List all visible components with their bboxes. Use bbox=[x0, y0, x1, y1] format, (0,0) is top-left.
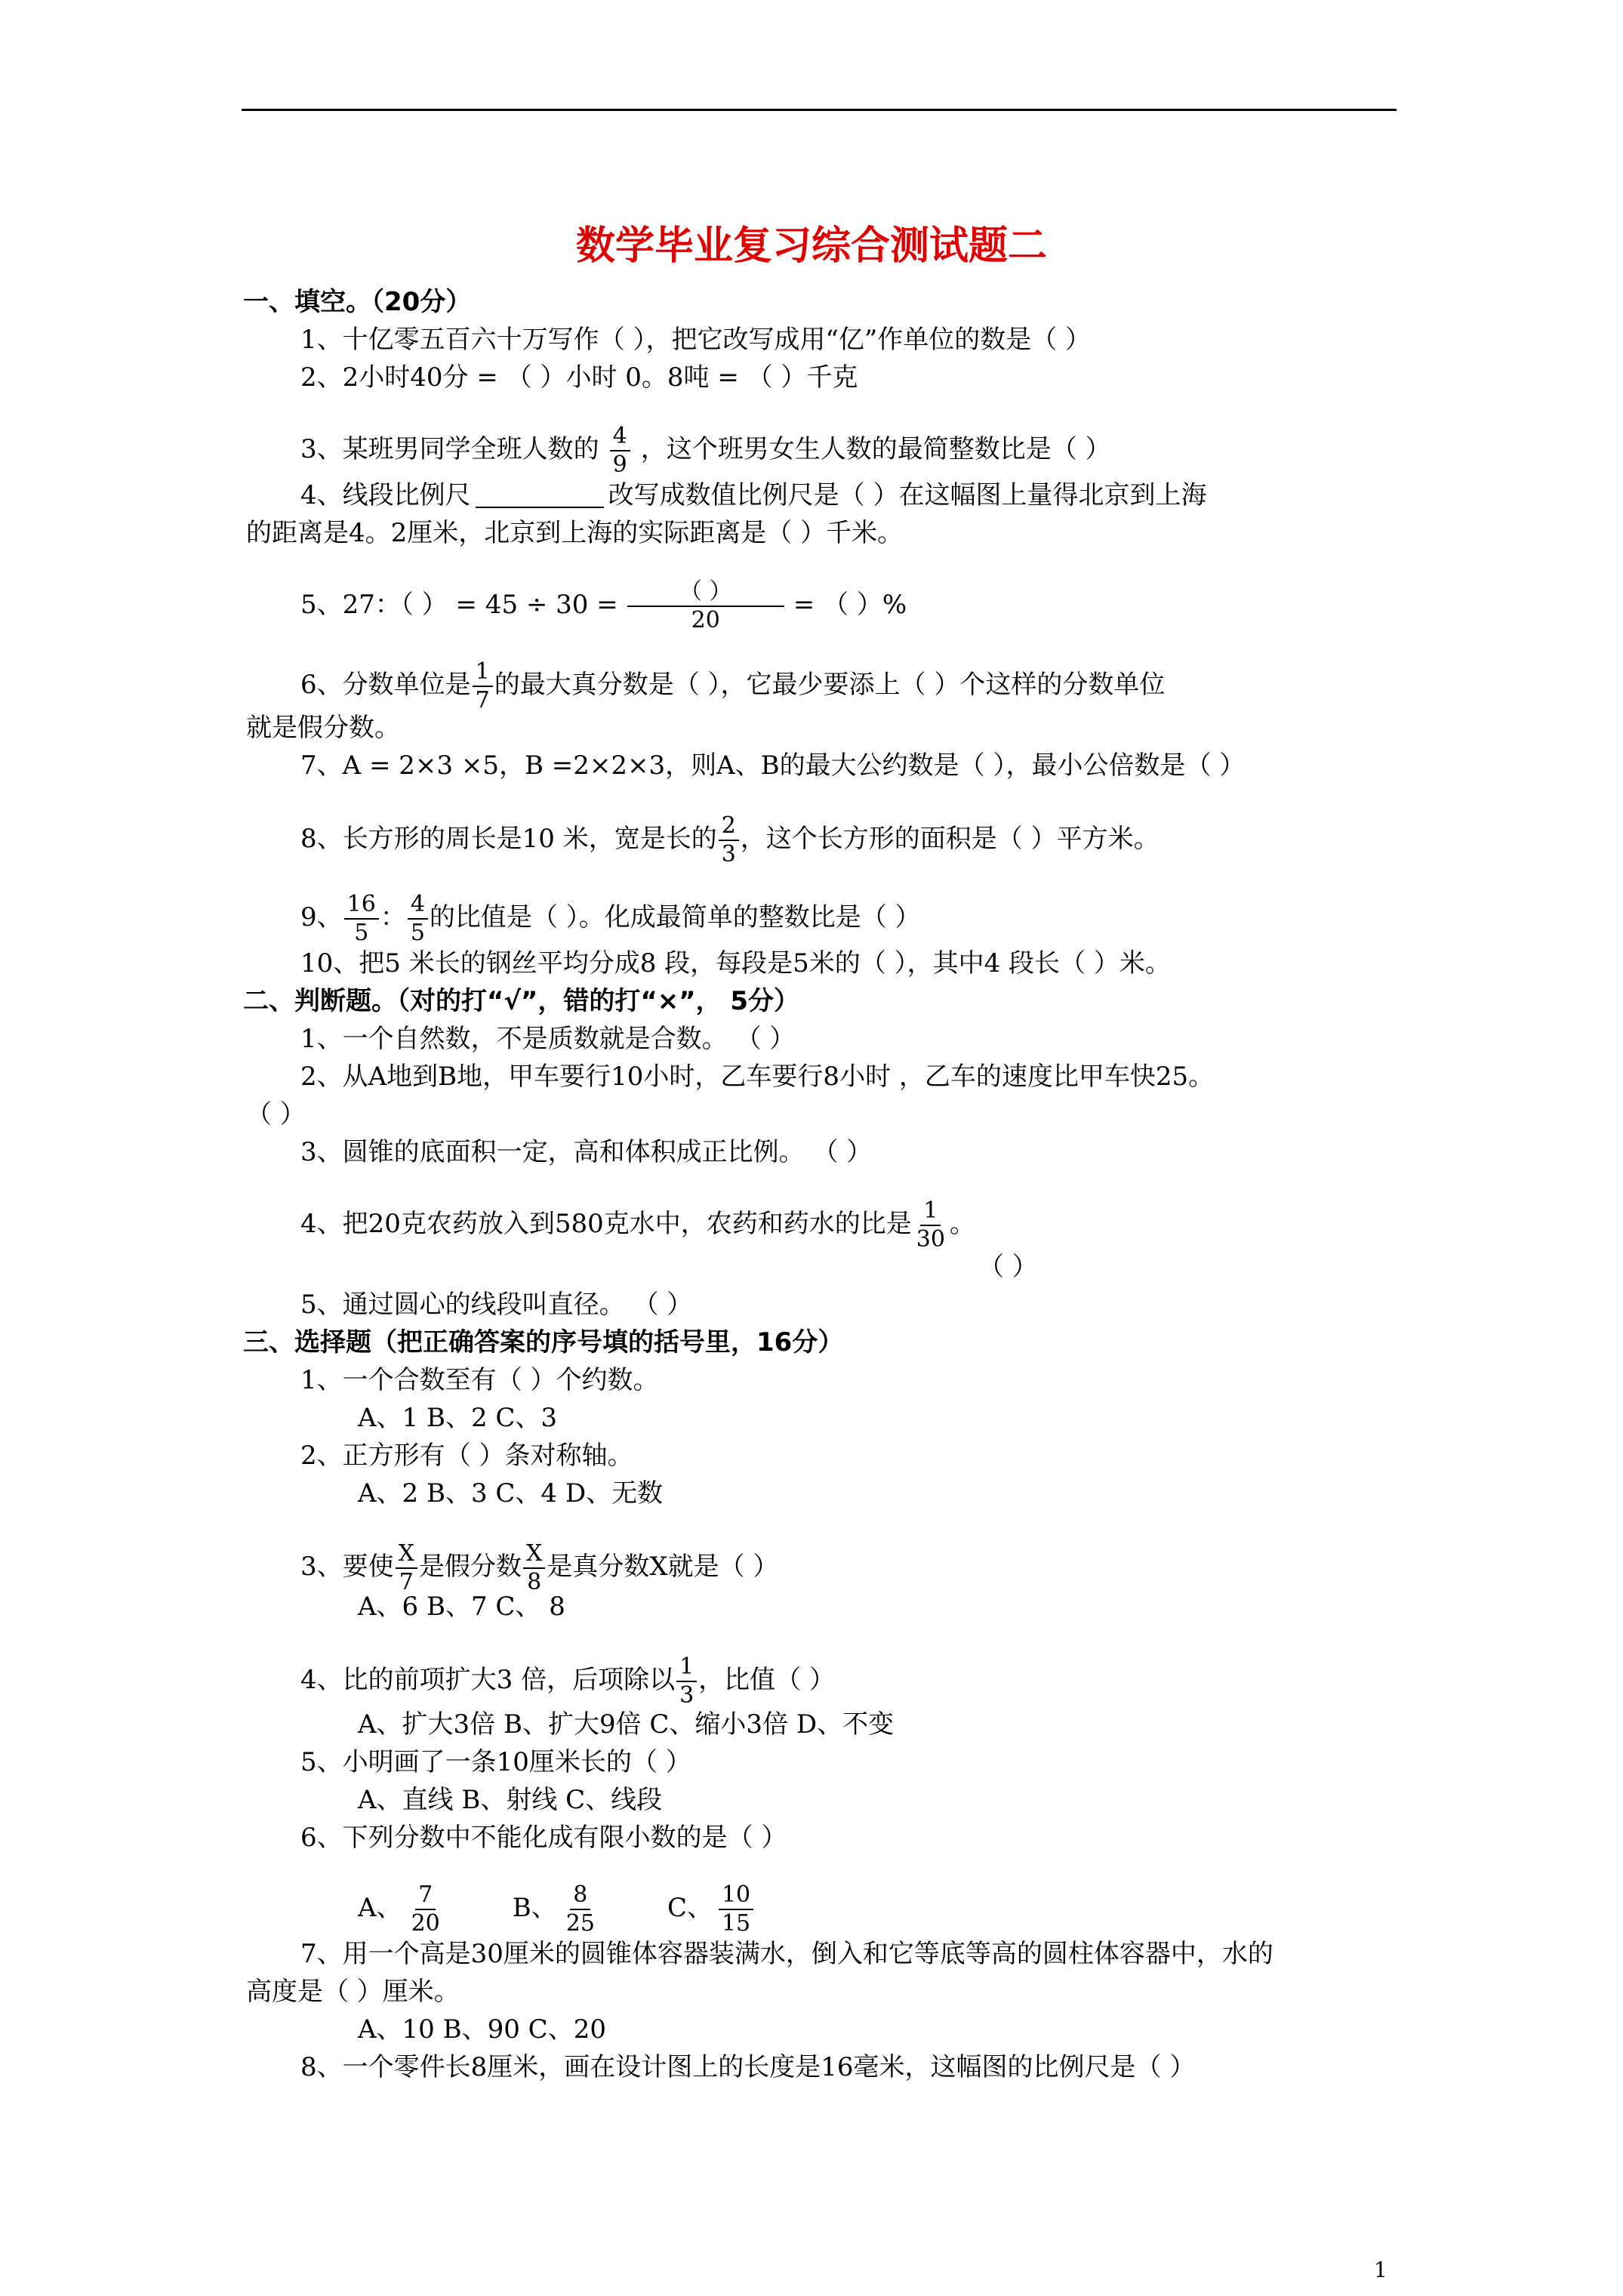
denominator: 15 bbox=[721, 1910, 751, 1937]
s3-q5: 5、小明画了一条10厘米长的（ ） bbox=[300, 1747, 691, 1777]
option-c-label: C、 bbox=[667, 1893, 713, 1923]
s3-q6: 6、下列分数中不能化成有限小数的是（ ） bbox=[300, 1823, 787, 1853]
s3-q6-options bbox=[358, 1881, 755, 1937]
denominator: 20 bbox=[691, 607, 720, 633]
denominator: 9 bbox=[612, 451, 627, 478]
s1-q4 bbox=[300, 479, 1206, 512]
fraction bbox=[396, 1540, 417, 1596]
s1-q2: 2、2小时40分 = （ ）小时 0。8吨 = （ ）千克 bbox=[300, 362, 858, 393]
fraction bbox=[523, 1540, 545, 1596]
s3-q2-options: A、2 B、3 C、4 D、无数 bbox=[358, 1478, 664, 1509]
s1-q3-text-b: ，这个班男女生人数的最简整数比是（ ） bbox=[640, 434, 1111, 464]
s1-q10: 10、把5 米长的钢丝平均分成8 段，每段是5米的（ ），其中4 段长（ ）米。 bbox=[300, 948, 1171, 978]
fraction bbox=[610, 423, 630, 479]
fraction bbox=[719, 812, 739, 868]
page-number: 1 bbox=[1374, 2257, 1387, 2282]
fraction bbox=[676, 1653, 697, 1709]
numerator: 10 bbox=[719, 1881, 753, 1910]
s1-q8-text-a: 8、长方形的周长是10 米，宽是长的 bbox=[300, 824, 717, 854]
s3-q4-text-b: ，比值（ ） bbox=[698, 1665, 835, 1695]
numerator: 8 bbox=[570, 1881, 590, 1910]
s2-q1: 1、一个自然数，不是质数就是合数。 （ ） bbox=[300, 1024, 796, 1054]
s3-q3-text-c: 是真分数X就是（ ） bbox=[547, 1552, 779, 1582]
s1-q9 bbox=[300, 891, 921, 946]
s3-q8: 8、一个零件长8厘米，画在设计图上的长度是16毫米，这幅图的比例尺是（ ） bbox=[300, 2052, 1196, 2082]
s1-q5-text-a: 5、27：（ ） = 45 ÷ 30 = bbox=[300, 590, 618, 620]
s1-q6-text-a: 6、分数单位是 bbox=[300, 670, 471, 700]
s1-q9-text-b: 的比值是（ ）。化成最简单的整数比是（ ） bbox=[429, 902, 921, 932]
scale-bar-blank bbox=[476, 484, 604, 508]
fraction bbox=[563, 1881, 598, 1937]
s1-q3 bbox=[300, 423, 1111, 478]
s2-q4-text-b: 。 bbox=[949, 1209, 975, 1239]
s1-q4-text-b: 改写成数值比例尺是（ ）在这幅图上量得北京到上海 bbox=[608, 480, 1207, 510]
header-rule bbox=[242, 109, 1397, 111]
denominator: 5 bbox=[410, 920, 425, 946]
s2-q4 bbox=[300, 1197, 975, 1253]
s1-q4-cont: 的距离是4。2厘米，北京到上海的实际距离是（ ）千米。 bbox=[246, 518, 904, 548]
s1-q7: 7、A = 2×3 ×5，B =2×2×3，则A、B的最大公约数是（ ），最小公倍数是（ ） bbox=[300, 750, 1246, 781]
denominator: 25 bbox=[565, 1910, 595, 1937]
s3-q5-options: A、直线 B、射线 C、线段 bbox=[358, 1785, 663, 1815]
numerator: （ ） bbox=[627, 578, 784, 607]
section-2-heading: 二、判断题。（对的打“√”，错的打“×”， 5分） bbox=[243, 986, 800, 1016]
s3-q4-text-a: 4、比的前项扩大3 倍，后项除以 bbox=[300, 1665, 676, 1695]
s3-q4-options: A、扩大3倍 B、扩大9倍 C、缩小3倍 D、不变 bbox=[358, 1709, 895, 1740]
s3-q3-text-a: 3、要使 bbox=[300, 1552, 394, 1582]
s3-q3 bbox=[300, 1540, 779, 1595]
s1-q6-cont: 就是假分数。 bbox=[246, 713, 400, 743]
s3-q4 bbox=[300, 1653, 835, 1709]
s1-q8 bbox=[300, 812, 1160, 868]
fraction bbox=[627, 578, 784, 634]
section-1-heading: 一、填空。（20分） bbox=[243, 287, 472, 317]
s3-q1-options: A、1 B、2 C、3 bbox=[358, 1403, 558, 1433]
s3-q7-cont: 高度是（ ）厘米。 bbox=[246, 1977, 460, 2007]
fraction bbox=[913, 1197, 948, 1253]
fraction bbox=[473, 658, 493, 714]
numerator: 2 bbox=[719, 812, 739, 841]
fraction bbox=[719, 1881, 753, 1937]
s3-q7-options: A、10 B、90 C、20 bbox=[358, 2014, 606, 2045]
s1-q9-text-a: 9、 bbox=[300, 902, 343, 932]
denominator: 20 bbox=[411, 1910, 440, 1937]
page-title: 数学毕业复习综合测试题二 bbox=[575, 223, 1047, 269]
s2-q2-paren: （ ） bbox=[246, 1099, 306, 1130]
numerator: 16 bbox=[344, 891, 379, 920]
s1-q8-text-b: ，这个长方形的面积是（ ）平方米。 bbox=[740, 824, 1160, 854]
denominator: 7 bbox=[475, 687, 490, 713]
s2-q2: 2、从A地到B地，甲车要行10小时，乙车要行8小时 ，乙车的速度比甲车快25。 bbox=[300, 1062, 1215, 1092]
fraction bbox=[344, 891, 379, 947]
fraction bbox=[408, 1881, 443, 1937]
s3-q1: 1、一个合数至有（ ）个约数。 bbox=[300, 1365, 659, 1395]
denominator: 8 bbox=[527, 1569, 542, 1595]
s1-q5-text-b: = （ ）% bbox=[793, 590, 907, 620]
ratio-colon: ： bbox=[380, 902, 406, 932]
s3-q2: 2、正方形有（ ）条对称轴。 bbox=[300, 1441, 633, 1471]
s1-q1: 1、十亿零五百六十万写作（ ），把它改写成用“亿”作单位的数是（ ） bbox=[300, 325, 1092, 355]
option-b-label: B、 bbox=[512, 1893, 557, 1923]
denominator: 5 bbox=[354, 920, 369, 946]
numerator: X bbox=[396, 1540, 417, 1569]
s2-q3: 3、圆锥的底面积一定，高和体积成正比例。 （ ） bbox=[300, 1137, 873, 1167]
numerator: 4 bbox=[408, 891, 428, 920]
section-3-heading: 三、选择题（把正确答案的序号填的括号里，16分） bbox=[243, 1327, 844, 1358]
s3-q7: 7、用一个高是30厘米的圆锥体容器装满水，倒入和它等底等高的圆柱体容器中，水的 bbox=[300, 1939, 1273, 1969]
s2-q4-paren: （ ） bbox=[978, 1252, 1038, 1282]
numerator: 7 bbox=[415, 1881, 436, 1910]
numerator: 1 bbox=[676, 1653, 697, 1682]
s1-q6 bbox=[300, 658, 1166, 713]
numerator: X bbox=[523, 1540, 545, 1569]
numerator: 1 bbox=[473, 658, 493, 687]
denominator: 7 bbox=[399, 1569, 414, 1595]
denominator: 30 bbox=[916, 1226, 945, 1253]
s2-q5: 5、通过圆心的线段叫直径。 （ ） bbox=[300, 1290, 693, 1320]
s2-q4-text-a: 4、把20克农药放入到580克水中，农药和药水的比是 bbox=[300, 1209, 912, 1239]
denominator: 3 bbox=[721, 841, 736, 868]
s1-q4-text-a: 4、线段比例尺 bbox=[300, 480, 471, 510]
s1-q5 bbox=[300, 578, 907, 633]
s3-q3-options: A、6 B、7 C、 8 bbox=[358, 1592, 565, 1622]
denominator: 3 bbox=[679, 1682, 694, 1709]
option-a-label: A、 bbox=[358, 1893, 402, 1923]
numerator: 1 bbox=[920, 1197, 941, 1226]
s3-q3-text-b: 是假分数 bbox=[419, 1552, 522, 1582]
numerator: 4 bbox=[610, 423, 630, 451]
s1-q3-text-a: 3、某班男同学全班人数的 bbox=[300, 434, 599, 464]
s1-q6-text-b: 的最大真分数是（ ），它最少要添上（ ）个这样的分数单位 bbox=[494, 670, 1166, 700]
fraction bbox=[408, 891, 428, 947]
